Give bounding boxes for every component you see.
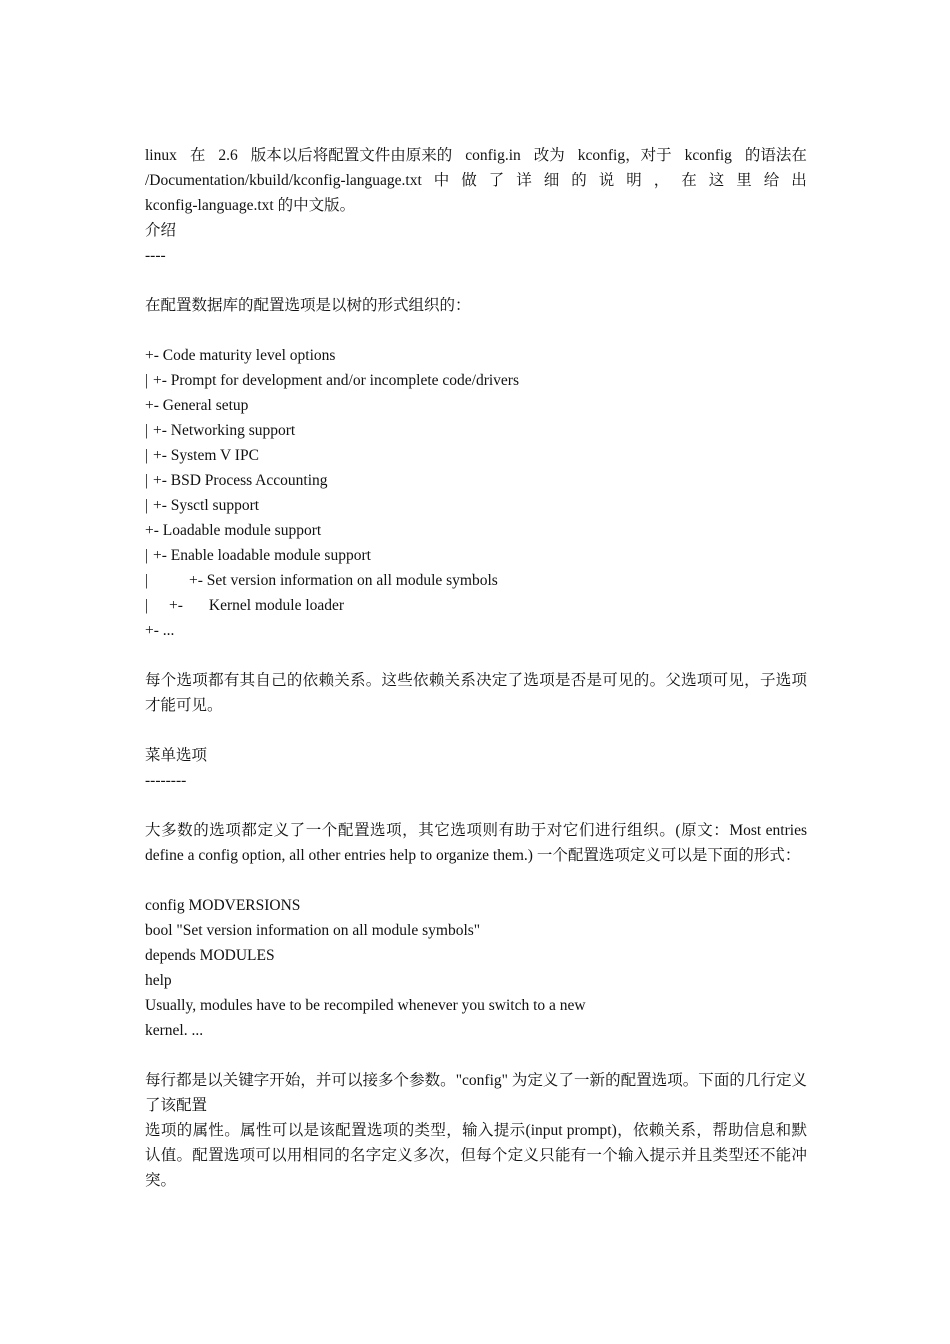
- tree-node-label: +- System V IPC: [153, 447, 259, 464]
- tree-line: [145, 418, 807, 443]
- intro-word: 的语法在: [744, 147, 807, 164]
- intro-word: 版本以后将配置文件由原来的: [250, 147, 453, 164]
- intro-word: 在: [681, 172, 697, 189]
- tree-node-label: +- Prompt for development and/or incomplete code/drivers: [153, 372, 519, 389]
- tree-line: [145, 568, 807, 593]
- tree-line: [145, 468, 807, 493]
- dependency-paragraph: 每个选项都有其自己的依赖关系。这些依赖关系决定了选项是否是可见的。父选项可见，子选项才能可见。: [145, 672, 807, 714]
- tree-pipe: |: [145, 472, 149, 489]
- tree-pipe: |: [145, 572, 149, 589]
- tree-pipe: |: [145, 497, 149, 514]
- spacer: [145, 793, 807, 818]
- tree-pipe: |: [145, 597, 149, 614]
- code-line: Usually, modules have to be recompiled whenever you switch to a new: [145, 997, 586, 1014]
- menu-entries-paragraph: 大多数的选项都定义了一个配置选项，其它选项则有助于对它们进行组织。(原文：Most entries define a config option, all other entries help to organize them.) 一个配置选项定义可以是下面的形式：: [145, 822, 807, 864]
- intro-word: 2.6: [218, 147, 238, 164]
- intro-word: 说: [598, 172, 615, 189]
- section-underline: --------: [145, 772, 187, 789]
- spacer: [145, 318, 807, 343]
- code-line: help: [145, 972, 172, 989]
- tree-intro-paragraph: 在配置数据库的配置选项是以树的形式组织的：: [145, 297, 471, 314]
- intro-line-1: [145, 143, 807, 168]
- intro-word: 中: [433, 172, 450, 189]
- tree-line: [145, 518, 807, 543]
- tree-marker: +-: [169, 597, 183, 614]
- intro-word: 细: [543, 172, 560, 189]
- intro-word: config.in: [465, 147, 521, 164]
- intro-word: linux: [145, 147, 177, 164]
- tree-line: [145, 368, 807, 393]
- intro-word: 明: [626, 172, 642, 189]
- tree-node-label: +- ...: [145, 622, 175, 639]
- tree-node-label: +- Sysctl support: [153, 497, 260, 514]
- tree-line: [145, 543, 807, 568]
- closing-paragraph-1: 每行都是以关键字开始，并可以接多个参数。"config" 为定义了一新的配置选项。下面的几行定义了该配置: [145, 1072, 807, 1114]
- section-underline: ----: [145, 247, 166, 264]
- intro-word: ，: [653, 172, 670, 189]
- intro-word: 给: [763, 172, 780, 189]
- tree-node-label: +- Enable loadable module support: [153, 547, 371, 564]
- tree-pipe: |: [145, 422, 149, 439]
- code-line: kernel. ...: [145, 1022, 204, 1039]
- tree-node-label: Kernel module loader: [208, 597, 345, 614]
- tree-line: [145, 593, 807, 618]
- intro-word: kconfig，对于: [577, 147, 672, 164]
- intro-word: 的: [571, 172, 587, 189]
- section-heading-menu: 菜单选项: [145, 747, 208, 764]
- section-heading-intro: 介绍: [145, 222, 177, 239]
- spacer: [145, 868, 807, 893]
- tree-node-label: +- Loadable module support: [145, 522, 322, 539]
- intro-word: 这: [708, 172, 725, 189]
- intro-word: 做: [461, 172, 477, 189]
- intro-word: kconfig: [684, 147, 732, 164]
- tree-node-label: +- Set version information on all module symbols: [189, 572, 498, 589]
- config-tree: [145, 343, 807, 643]
- tree-pipe: |: [145, 447, 149, 464]
- tree-line: [145, 443, 807, 468]
- tree-node-label: +- BSD Process Accounting: [153, 472, 328, 489]
- document-body: [145, 143, 807, 1193]
- code-line: depends MODULES: [145, 947, 275, 964]
- spacer: [145, 268, 807, 293]
- tree-pipe: |: [145, 372, 149, 389]
- intro-word: 了: [488, 172, 505, 189]
- code-line: config MODVERSIONS: [145, 897, 301, 914]
- spacer: [145, 643, 807, 668]
- tree-line: [145, 493, 807, 518]
- closing-paragraph-2: 选项的属性。属性可以是该配置选项的类型，输入提示(input prompt)，依赖关系，帮助信息和默认值。配置选项可以用相同的名字定义多次，但每个定义只能有一个输入提示并且类型还不能冲突。: [145, 1122, 807, 1189]
- spacer: [145, 718, 807, 743]
- tree-node-label: +- General setup: [145, 397, 249, 414]
- intro-word: 改为: [533, 147, 565, 164]
- tree-line: [145, 343, 807, 368]
- spacer: [145, 1043, 807, 1068]
- tree-node-label: +- Code maturity level options: [145, 347, 336, 364]
- tree-line: [145, 618, 807, 643]
- intro-word: 详: [516, 172, 532, 189]
- intro-word: /Documentation/kbuild/kconfig-language.txt: [145, 172, 422, 189]
- tree-pipe: |: [145, 547, 149, 564]
- config-example: [145, 893, 807, 1043]
- intro-line-2: [145, 168, 807, 193]
- intro-word: 里: [736, 172, 752, 189]
- intro-word: 出: [791, 172, 807, 189]
- tree-node-label: +- Networking support: [153, 422, 296, 439]
- tree-line: [145, 393, 807, 418]
- intro-line-3: kconfig-language.txt 的中文版。: [145, 197, 356, 214]
- intro-word: 在: [189, 147, 206, 164]
- code-line: bool "Set version information on all module symbols": [145, 922, 481, 939]
